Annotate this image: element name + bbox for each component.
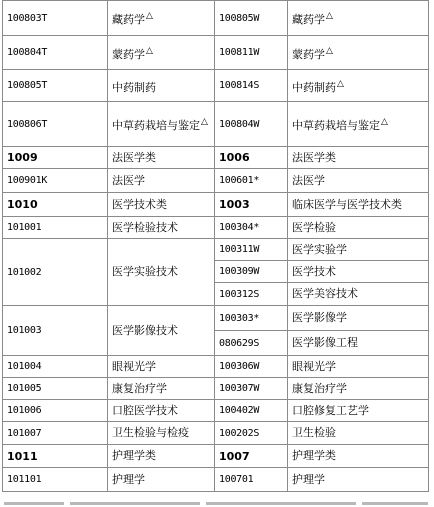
right-category-name: 护理学类	[288, 445, 429, 468]
right-major-code: 080629S	[215, 331, 288, 356]
table-row	[3, 217, 429, 239]
right-major-name: 医学技术	[288, 261, 429, 283]
right-major-name: 中草药栽培与鉴定△	[288, 102, 429, 147]
left-major-code: 101005	[3, 378, 108, 400]
right-major-name: 法医学	[288, 169, 429, 193]
triangle-mark: △	[146, 45, 153, 56]
left-category-code: 1010	[3, 193, 108, 217]
left-major-code: 101002	[3, 239, 108, 306]
right-category-code: 1006	[215, 147, 288, 169]
table-row	[3, 36, 429, 70]
right-major-code: 100312S	[215, 283, 288, 306]
left-major-name: 中药制药	[108, 70, 215, 102]
cropped-text-fragment	[206, 502, 356, 505]
left-major-code: 101004	[3, 356, 108, 378]
left-major-name: 护理学	[108, 468, 215, 492]
left-major-name: 眼视光学	[108, 356, 215, 378]
right-major-code: 100402W	[215, 400, 288, 422]
right-major-name: 医学检验	[288, 217, 429, 239]
right-major-code: 100202S	[215, 422, 288, 445]
left-major-name: 蒙药学△	[108, 36, 215, 70]
table-row	[3, 193, 429, 217]
right-major-code: 100307W	[215, 378, 288, 400]
table-row	[3, 70, 429, 102]
right-major-name: 医学美容技术	[288, 283, 429, 306]
left-category-code: 1009	[3, 147, 108, 169]
left-major-name: 中草药栽培与鉴定△	[108, 102, 215, 147]
left-major-code: 100901K	[3, 169, 108, 193]
right-major-code: 100814S	[215, 70, 288, 102]
major-comparison-table	[2, 0, 429, 492]
left-major-name: 卫生检验与检疫	[108, 422, 215, 445]
table-row	[3, 1, 429, 36]
table-row	[3, 422, 429, 445]
left-major-name: 康复治疗学	[108, 378, 215, 400]
left-major-code: 100806T	[3, 102, 108, 147]
table-row	[3, 147, 429, 169]
right-major-code: 100811W	[215, 36, 288, 70]
left-category-name: 护理学类	[108, 445, 215, 468]
right-major-code: 100804W	[215, 102, 288, 147]
triangle-mark: △	[326, 45, 333, 56]
left-major-code: 101101	[3, 468, 108, 492]
right-major-name: 卫生检验	[288, 422, 429, 445]
left-major-code: 101007	[3, 422, 108, 445]
table-row	[3, 306, 429, 331]
right-major-name: 医学影像学	[288, 306, 429, 331]
right-major-code: 100303*	[215, 306, 288, 331]
right-category-name: 临床医学与医学技术类	[288, 193, 429, 217]
table-row	[3, 102, 429, 147]
right-major-name: 藏药学△	[288, 1, 429, 36]
table-row	[3, 239, 429, 261]
right-major-code: 100304*	[215, 217, 288, 239]
left-major-code: 100803T	[3, 1, 108, 36]
triangle-mark: △	[337, 78, 344, 89]
right-major-name: 医学实验学	[288, 239, 429, 261]
right-category-name: 法医学类	[288, 147, 429, 169]
left-category-name: 法医学类	[108, 147, 215, 169]
table-row	[3, 378, 429, 400]
right-major-code: 100701	[215, 468, 288, 492]
right-major-code: 100805W	[215, 1, 288, 36]
cropped-footnote-line	[0, 502, 434, 507]
left-major-name: 医学影像技术	[108, 306, 215, 356]
right-major-name: 眼视光学	[288, 356, 429, 378]
right-category-code: 1007	[215, 445, 288, 468]
right-major-code: 100306W	[215, 356, 288, 378]
left-major-name: 医学检验技术	[108, 217, 215, 239]
right-major-code: 100601*	[215, 169, 288, 193]
cropped-text-fragment	[70, 502, 200, 505]
table-row	[3, 445, 429, 468]
triangle-mark: △	[381, 117, 388, 127]
left-major-name: 藏药学△	[108, 1, 215, 36]
table-row	[3, 169, 429, 193]
triangle-mark: △	[201, 117, 208, 127]
left-category-name: 医学技术类	[108, 193, 215, 217]
left-category-code: 1011	[3, 445, 108, 468]
table-row	[3, 400, 429, 422]
right-major-name: 中药制药△	[288, 70, 429, 102]
right-major-name: 蒙药学△	[288, 36, 429, 70]
right-major-name: 康复治疗学	[288, 378, 429, 400]
cropped-text-fragment	[362, 502, 428, 505]
right-category-code: 1003	[215, 193, 288, 217]
left-major-code: 100804T	[3, 36, 108, 70]
left-major-name: 医学实验技术	[108, 239, 215, 306]
cropped-text-fragment	[4, 502, 64, 505]
triangle-mark: △	[146, 11, 153, 21]
left-major-code: 100805T	[3, 70, 108, 102]
right-major-code: 100311W	[215, 239, 288, 261]
triangle-mark: △	[326, 11, 333, 21]
right-major-name: 护理学	[288, 468, 429, 492]
right-major-name: 口腔修复工艺学	[288, 400, 429, 422]
left-major-name: 口腔医学技术	[108, 400, 215, 422]
left-major-code: 101006	[3, 400, 108, 422]
left-major-code: 101003	[3, 306, 108, 356]
left-major-code: 101001	[3, 217, 108, 239]
right-major-code: 100309W	[215, 261, 288, 283]
table-row	[3, 468, 429, 492]
right-major-name: 医学影像工程	[288, 331, 429, 356]
left-major-name: 法医学	[108, 169, 215, 193]
table-row	[3, 356, 429, 378]
